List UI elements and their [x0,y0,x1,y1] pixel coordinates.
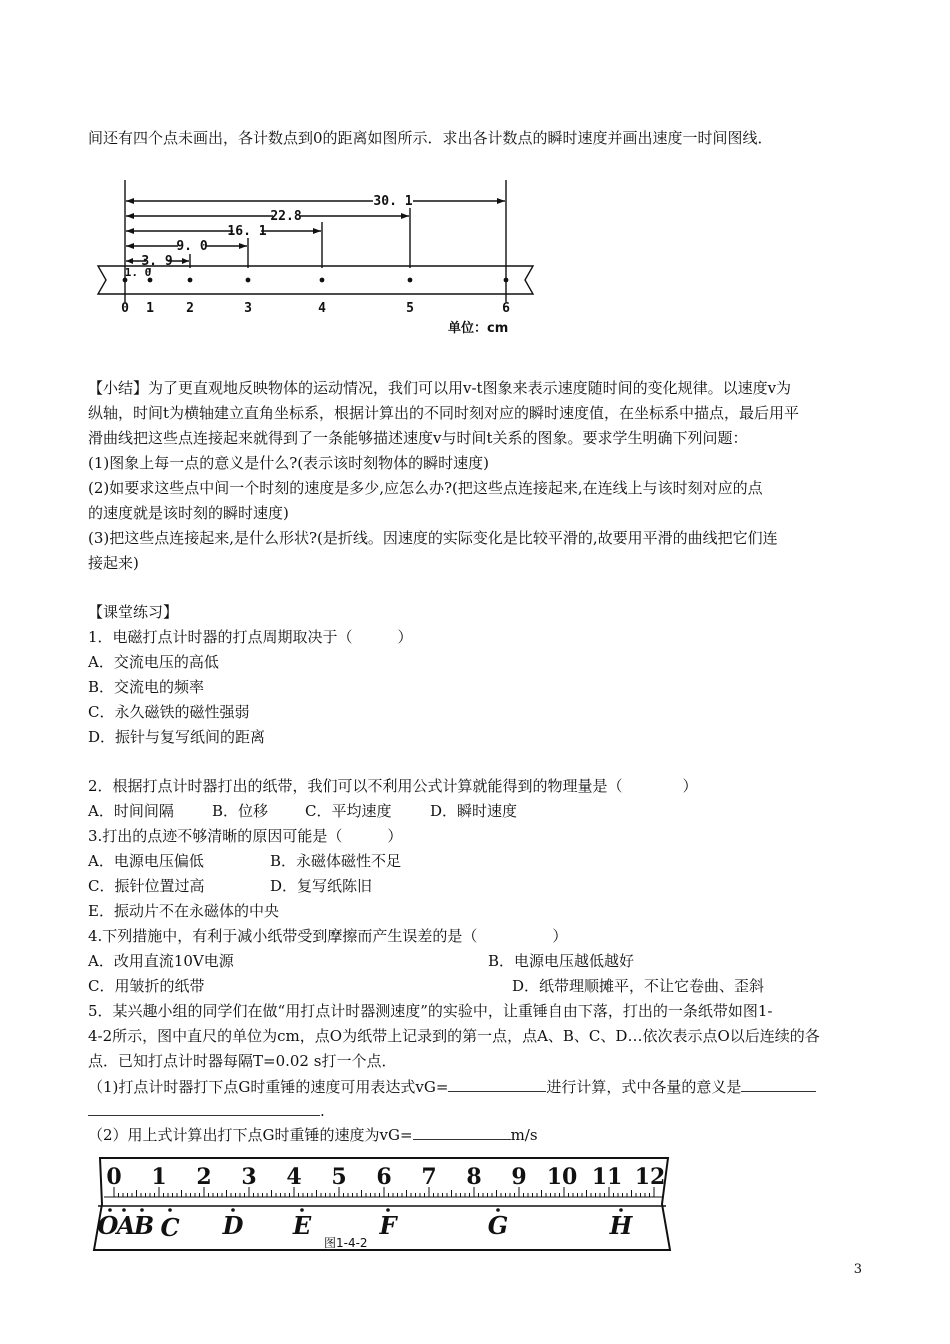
summary-question: 接起来) [88,554,139,572]
tape-diagram-figure [88,172,548,344]
ruler-tick-label: 10 [546,1164,578,1190]
ruler-tape-figure [90,1154,675,1256]
ruler-tick-label: 2 [196,1164,212,1190]
tape-point-label: G [487,1211,509,1240]
summary-question: (2)如要求这些点中间一个时刻的速度是多少,应怎么办?(把这些点连接起来,在连线上与该时刻对应的点 [88,479,763,497]
question-1: 1．电磁打点计时器的打点周期取决于（ ） [88,628,413,646]
point-label: 1 [146,301,154,316]
question-2: 2．根据打点计时器打出的纸带，我们可以不利用公式计算就能得到的物理量是（ ） [88,777,698,795]
ruler-tick-label: 7 [421,1164,437,1190]
distance-label: 3. 9 [141,254,173,269]
practice-heading: 【课堂练习】 [88,603,179,621]
option: D．瞬时速度 [430,802,518,820]
figure-caption: 图1-4-2 [324,1236,368,1250]
point-label: 2 [186,301,194,316]
option: C．振针位置过高 [88,877,205,895]
option: A．交流电压的高低 [88,653,219,671]
ruler-tick-label: 6 [376,1164,392,1190]
distance-label: 22.8 [270,209,302,224]
ruler-tick-label: 11 [591,1164,623,1190]
tape-point-label: F [379,1211,397,1240]
tape-point-label: E [292,1211,312,1240]
option: C．永久磁铁的磁性强弱 [88,703,250,721]
distance-label: 1. 0 [124,266,152,279]
option: A．改用直流10V电源 [88,952,234,970]
summary-line: 滑曲线把这些点连接起来就得到了一条能够描述速度v与时间t关系的图象。要求学生明确下列问题： [88,429,748,447]
answer-blank[interactable] [448,1076,546,1092]
question-5-part-1-cont [88,1100,325,1121]
question-5-part-2 [88,1124,538,1145]
question-text: （2）用上式计算出打下点G时重锤的速度为vG= [88,1126,413,1144]
option: B．位移 [212,802,269,820]
point-label: 6 [502,301,510,316]
question-5: 4-2所示，图中直尺的单位为cm，点O为纸带上记录到的第一点，点A、B、C、D…依次表示点O以后连续的各 [88,1027,820,1045]
ruler-tick-label: 1 [151,1164,167,1190]
point-label: 4 [318,301,326,316]
tape-point-label: H [609,1211,633,1240]
ruler-tick-label: 0 [106,1164,122,1190]
point-label: 3 [244,301,252,316]
answer-blank[interactable] [413,1124,511,1140]
summary-question: 的速度就是该时刻的瞬时速度) [88,504,289,522]
ruler-tick-label: 9 [511,1164,527,1190]
question-5-part-1 [88,1076,816,1097]
option: A．时间间隔 [88,802,174,820]
option: B．永磁体磁性不足 [270,852,402,870]
ruler-tick-label: 3 [241,1164,257,1190]
question-text: . [320,1102,325,1120]
distance-label: 30. 1 [373,194,413,209]
option: D．复写纸陈旧 [270,877,373,895]
option: C．用皱折的纸带 [88,977,205,995]
option: B．交流电的频率 [88,678,205,696]
question-5: 点．已知打点计时器每隔T=0.02 s打一个点． [88,1052,397,1070]
tape-point-label: A [116,1211,136,1240]
unit: m/s [510,1126,538,1144]
option: D．纸带理顺摊平，不让它卷曲、歪斜 [512,977,765,995]
tape-point-label: D [222,1211,244,1240]
question-5: 5．某兴趣小组的同学们在做“用打点计时器测速度”的实验中，让重锤自由下落，打出的一条纸带如图1- [88,1002,773,1020]
summary-line: 纵轴，时间t为横轴建立直角坐标系，根据计算出的不同时刻对应的瞬时速度值，在坐标系中描点，最后用平 [88,404,800,422]
summary-line: 【小结】为了更直观地反映物体的运动情况，我们可以用v-t图象来表示速度随时间的变化规律。以速度v为 [88,379,792,397]
distance-label: 16. 1 [227,224,267,239]
question-4: 4.下列措施中，有利于减小纸带受到摩擦而产生误差的是（ ） [88,927,568,945]
question-3: 3.打出的点迹不够清晰的原因可能是（ ） [88,827,403,845]
ruler-tick-label: 12 [634,1164,666,1190]
answer-blank[interactable] [88,1100,320,1116]
option: E．振动片不在永磁体的中央 [88,902,279,920]
option: A．电源电压偏低 [88,852,204,870]
tape-point-label: B [133,1211,155,1240]
option: B．电源电压越低越好 [488,952,635,970]
point-label: 0 [121,301,129,316]
point-label: 5 [406,301,414,316]
question-text: （1)打点计时器打下点G时重锤的速度可用表达式vG= [88,1078,449,1096]
ruler-tick-label: 5 [331,1164,347,1190]
tape-point-label: O [97,1211,119,1240]
option: C．平均速度 [305,802,392,820]
page-number: 3 [853,1262,862,1277]
question-text: 进行计算，式中各量的意义是 [546,1078,742,1096]
summary-question: (3)把这些点连接起来,是什么形状?(是折线。因速度的实际变化是比较平滑的,故要用平滑的曲线把它们连 [88,529,778,547]
ruler-tick-label: 4 [286,1164,302,1190]
tape-point-label: C [160,1213,180,1242]
intro-text: 间还有四个点未画出，各计数点到0的距离如图所示．求出各计数点的瞬时速度并画出速度一时间图线． [88,129,773,147]
distance-label: 9. 0 [176,239,208,254]
summary-question: (1)图象上每一点的意义是什么?(表示该时刻物体的瞬时速度) [88,454,489,472]
unit-label: 单位：cm [448,321,509,336]
option: D．振针与复写纸间的距离 [88,728,266,746]
answer-blank[interactable] [741,1076,816,1092]
ruler-tick-label: 8 [466,1164,482,1190]
